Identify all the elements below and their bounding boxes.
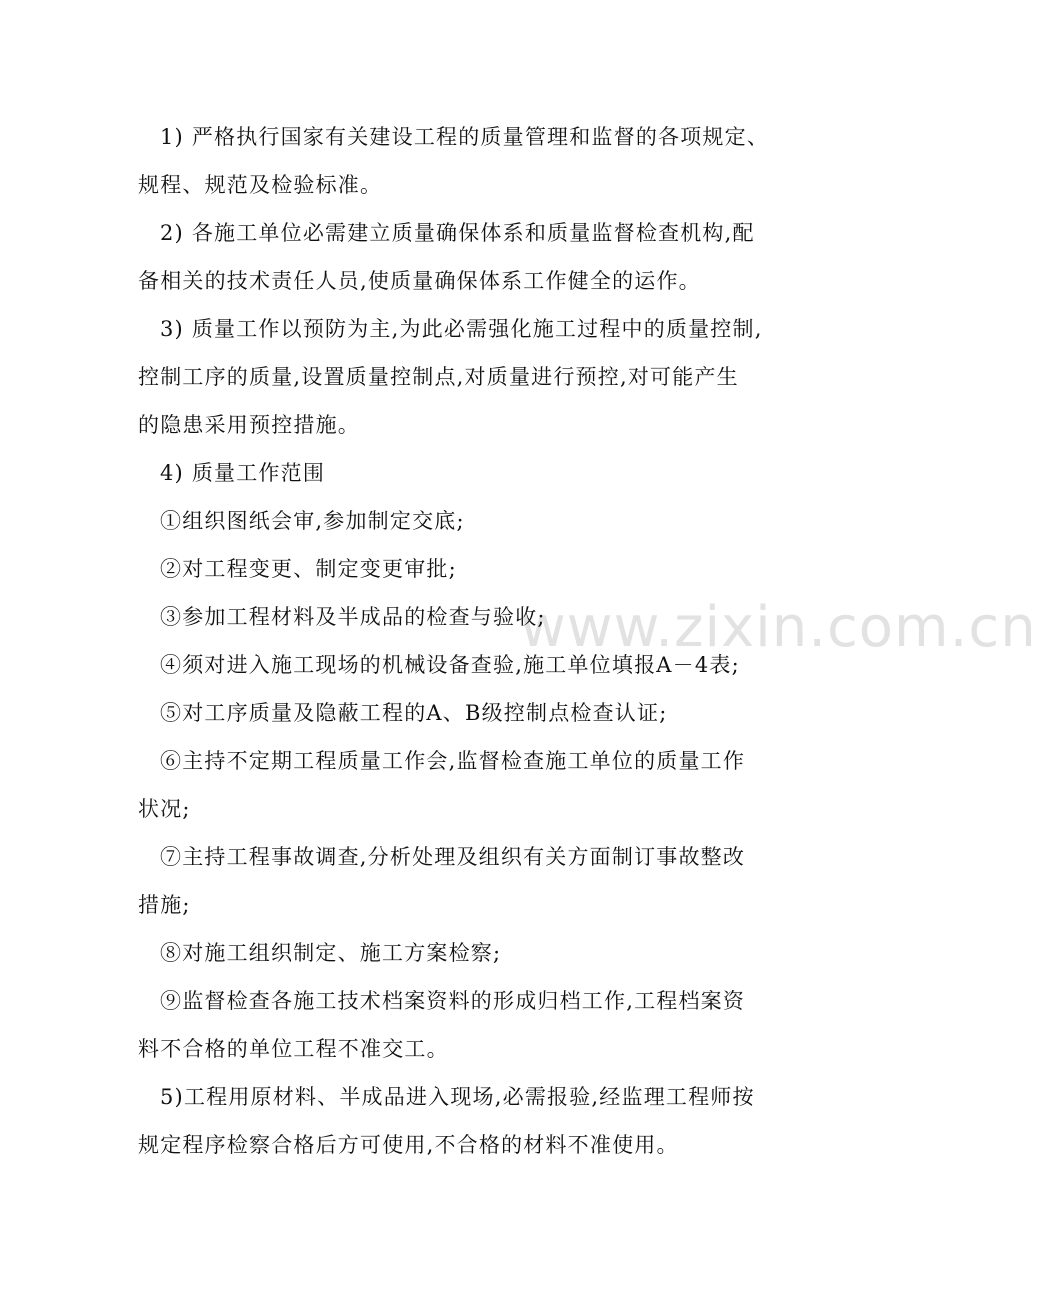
sub-item-6-line-1: ⑥主持不定期工程质量工作会,监督检查施工单位的质量工作 [160, 749, 746, 773]
item-5-line-1: 5)工程用原材料、半成品进入现场,必需报验,经监理工程师按 [160, 1085, 755, 1109]
item-1-line-1: 1) 严格执行国家有关建设工程的质量管理和监督的各项规定、 [160, 125, 770, 149]
item-2-line-1: 2) 各施工单位必需建立质量确保体系和质量监督检查机构,配 [160, 221, 755, 245]
sub-item-9-line-2: 料不合格的单位工程不准交工。 [138, 1037, 449, 1061]
sub-item-1: ①组织图纸会审,参加制定交底; [160, 509, 465, 533]
item-3-line-3: 的隐患采用预控措施。 [138, 413, 360, 437]
item-2-line-2: 备相关的技术责任人员,使质量确保体系工作健全的运作。 [138, 269, 701, 293]
item-3-line-1: 3) 质量工作以预防为主,为此必需强化施工过程中的质量控制, [160, 317, 763, 341]
item-3-line-2: 控制工序的质量,设置质量控制点,对质量进行预控,对可能产生 [138, 365, 739, 389]
watermark: www.zixin.com.cn [520, 595, 1037, 660]
sub-item-2: ②对工程变更、制定变更审批; [160, 557, 457, 581]
sub-item-8: ⑧对施工组织制定、施工方案检察; [160, 941, 502, 965]
sub-item-7-line-2: 措施; [138, 893, 191, 917]
sub-item-5: ⑤对工序质量及隐蔽工程的A、B级控制点检查认证; [160, 701, 668, 725]
item-1-line-2: 规程、规范及检验标准。 [138, 173, 383, 197]
item-4-heading: 4) 质量工作范围 [160, 461, 326, 485]
sub-item-3: ③参加工程材料及半成品的检查与验收; [160, 605, 546, 629]
sub-item-6-line-2: 状况; [138, 797, 191, 821]
sub-item-4: ④须对进入施工现场的机械设备查验,施工单位填报A－4表; [160, 653, 740, 677]
sub-item-9-line-1: ⑨监督检查各施工技术档案资料的形成归档工作,工程档案资 [160, 989, 746, 1013]
sub-item-7-line-1: ⑦主持工程事故调查,分析处理及组织有关方面制订事故整改 [160, 845, 746, 869]
item-5-line-2: 规定程序检察合格后方可使用,不合格的材料不准使用。 [138, 1133, 679, 1157]
